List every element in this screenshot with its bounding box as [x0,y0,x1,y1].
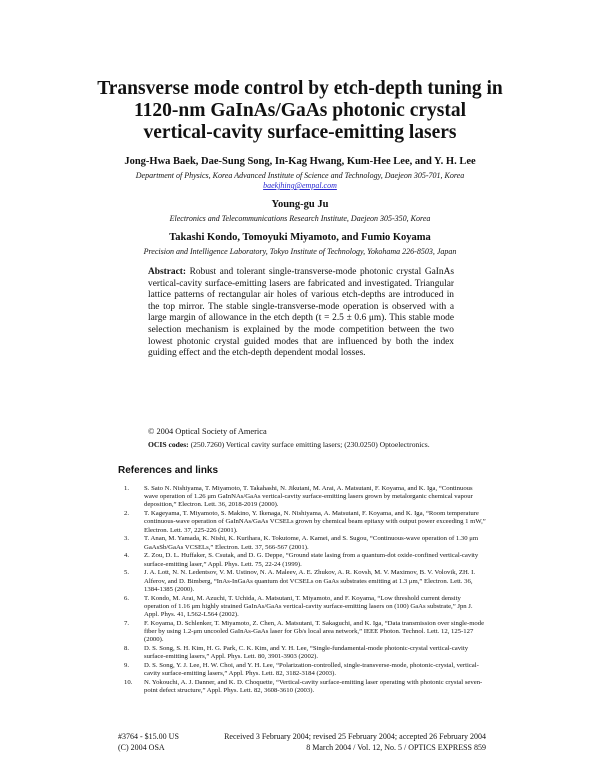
reference-text: Z. Zou, D. L. Huffaker, S. Csutak, and D. G. Deppe, “Ground state lasing from a quantum-dot oxide-confined vertical-cavity surface-emitting laser,” Appl. Phys. Lett. 75, 22-24 (1999). [144,552,479,568]
reference-list [120,485,486,696]
abstract-text: Robust and tolerant single-transverse-mode photonic crystal GaInAs vertical-cavity surface-emitting lasers are fabricated and investigated. Triangular lattice patterns of rectangular air holes of various etch-depths are introduced in the top mirror. The stable single-transverse-mode operation is observed with a large margin of allowance in the etch depth (t = 2.5 ± 0.6 μm). This stable mode selection mechanism is explained by the mode competition between the two lowest photonic crystal guided modes that are influenced by both the index guiding effect and the etch-depth dependent modal losses. [148,267,454,359]
ocis-text: (250.7260) Vertical cavity surface emitting lasers; (230.0250) Optoelectronics. [190,440,430,449]
reference-text: D. S. Song, S. H. Kim, H. G. Park, C. K. Kim, and Y. H. Lee, “Single-fundamental-mode photonic-crystal vertical-cavity surface-emitting lasers,” Appl. Phys. Lett. 80, 3901-3903 (2002). [144,645,469,661]
reference-item [120,595,486,620]
reference-number: 8. [124,645,130,653]
reference-number: 5. [124,569,130,577]
reference-text: T. Kageyama, T. Miyamoto, S. Makino, Y. Ikenaga, N. Nishiyama, A. Matsutani, F. Koyama, and K. Iga, “Room temperature continuous-wave operation of GaInNAs/GaAs VCSELs grown by chemical beam epitaxy with output power exceeding 1 mW,” Electron. Lett. 37, 225-226 (2001). [144,510,486,534]
footer-right [224,731,486,753]
reference-number: 7. [124,619,130,627]
reference-text: T. Kondo, M. Arai, M. Azuchi, T. Uchida, A. Matsutani, T. Miyamoto, and F. Koyama, “Low threshold current density operation of 1.16 μm highly strained GaInAs/GaAs vertical-cavity surface-emitting lasers on (100) GaAs substrate,” Jpn J. Appl. Phys. 41, L562-L564 (2002). [144,594,473,619]
abstract [148,267,454,360]
author-list-2: Young-gu Ju [271,199,329,210]
reference-item [120,679,486,695]
reference-item [120,485,486,510]
paper-title [90,78,510,144]
reference-text: N. Yokouchi, A. J. Danner, and K. D. Choquette, “Vertical-cavity surface-emitting laser operating with photonic crystal seven-point defect structure,” Appl. Phys. Lett. 82, 3608-3610 (2003). [144,679,483,695]
title-line: 1120-nm GaInAs/GaAs photonic crystal [133,100,467,121]
reference-text: J. A. Lott, N. N. Ledentsov, V. M. Ustinov, N. A. Maleev, A. E. Zhukov, A. R. Kovsh, M. V. Maximov, B. V. Volovik, ZH. I. Alferov, and D. Bimberg, “InAs-InGaAs quantum dot VCSELs on GaAs substrates emitting at 1.3 μm,” Electron. Lett. 36, 1384-1385 (2000). [144,569,476,593]
reference-number: 10. [124,679,133,687]
affiliation-3: Precision and Intelligence Laboratory, Tokyo Institute of Technology, Yokohama 226-8503, Japan [143,247,457,256]
footer-copyright: (C) 2004 OSA [118,743,165,752]
reference-text: S. Sato N. Nishiyama, T. Miyamoto, T. Takahashi, N. Jikutani, M. Arai, A. Matsutani, F. Koyama, and K. Iga, “Continuous wave operation of 1.26 μm GaInNAs/GaAs vertical-cavity surface-emitting lasers grown by metalorganic chemical vapour deposition,” Electron. Lett. 36, 2018-2019 (2000). [144,485,473,509]
author-list-3: Takashi Kondo, Tomoyuki Miyamoto, and Fumio Koyama [169,232,431,243]
reference-item [120,645,486,661]
affiliation-email-line [60,181,540,191]
reference-text: F. Koyama, D. Schlenker, T. Miyamoto, Z. Chen, A. Matsutani, T. Sakaguchi, and K. Iga, “Data transmission over single-mode fiber by using 1.2-μm uncooled GaInAs-GaAs laser for Gb/s local area network,” IEEE Photon. Technol. Lett. 12, 125-127 (2000). [144,619,485,644]
title-line: Transverse mode control by etch-depth tuning in [97,78,503,99]
references-heading: References and links [118,465,219,476]
affiliation-1: Department of Physics, Korea Advanced Institute of Science and Technology, Daejeon 305-701, Korea [135,171,465,180]
footer-price: #3764 - $15.00 US [118,732,179,741]
affiliation-2: Electronics and Telecommunications Research Institute, Daejeon 305-350, Korea [169,214,431,223]
reference-text: D. S. Song, Y. J. Lee, H. W. Choi, and Y. H. Lee, “Polarization-controlled, single-transverse-mode, photonic-crystal, vertical-cavity surface-emitting lasers,” Appl. Phys. Lett. 82, 3182-3184 (2003). [144,662,479,678]
reference-item [120,535,486,551]
reference-number: 9. [124,662,130,670]
footer-received-dates: Received 3 February 2004; revised 25 February 2004; accepted 26 February 2004 [224,732,486,741]
reference-item [120,569,486,594]
ocis-label: OCIS codes: [148,440,189,449]
author-list-1: Jong-Hwa Baek, Dae-Sung Song, In-Kag Hwang, Kum-Hee Lee, and Y. H. Lee [124,156,476,167]
title-line: vertical-cavity surface-emitting lasers [143,122,457,143]
reference-item [120,662,486,678]
footer-left [118,731,179,753]
abstract-label: Abstract: [148,267,187,277]
author-email-link[interactable]: baekjhing@empal.com [263,181,337,190]
reference-item [120,510,486,535]
reference-text: T. Anan, M. Yamada, K. Nishi, K. Kurihara, K. Tokutome, A. Kamei, and S. Sugou, “Continuous-wave operation of 1.30 μm GaAsSb/GaAs VCSELs,” Electron. Lett. 37, 566-567 (2001). [144,535,479,551]
reference-number: 1. [124,485,130,492]
reference-item [120,620,486,645]
reference-number: 2. [124,510,130,518]
footer-journal-info: 8 March 2004 / Vol. 12, No. 5 / OPTICS EXPRESS 859 [306,743,486,752]
copyright-notice: © 2004 Optical Society of America [148,427,267,436]
reference-number: 4. [124,552,130,560]
reference-number: 3. [124,535,130,543]
reference-number: 6. [124,594,130,602]
reference-item [120,552,486,568]
ocis-codes [148,440,430,449]
